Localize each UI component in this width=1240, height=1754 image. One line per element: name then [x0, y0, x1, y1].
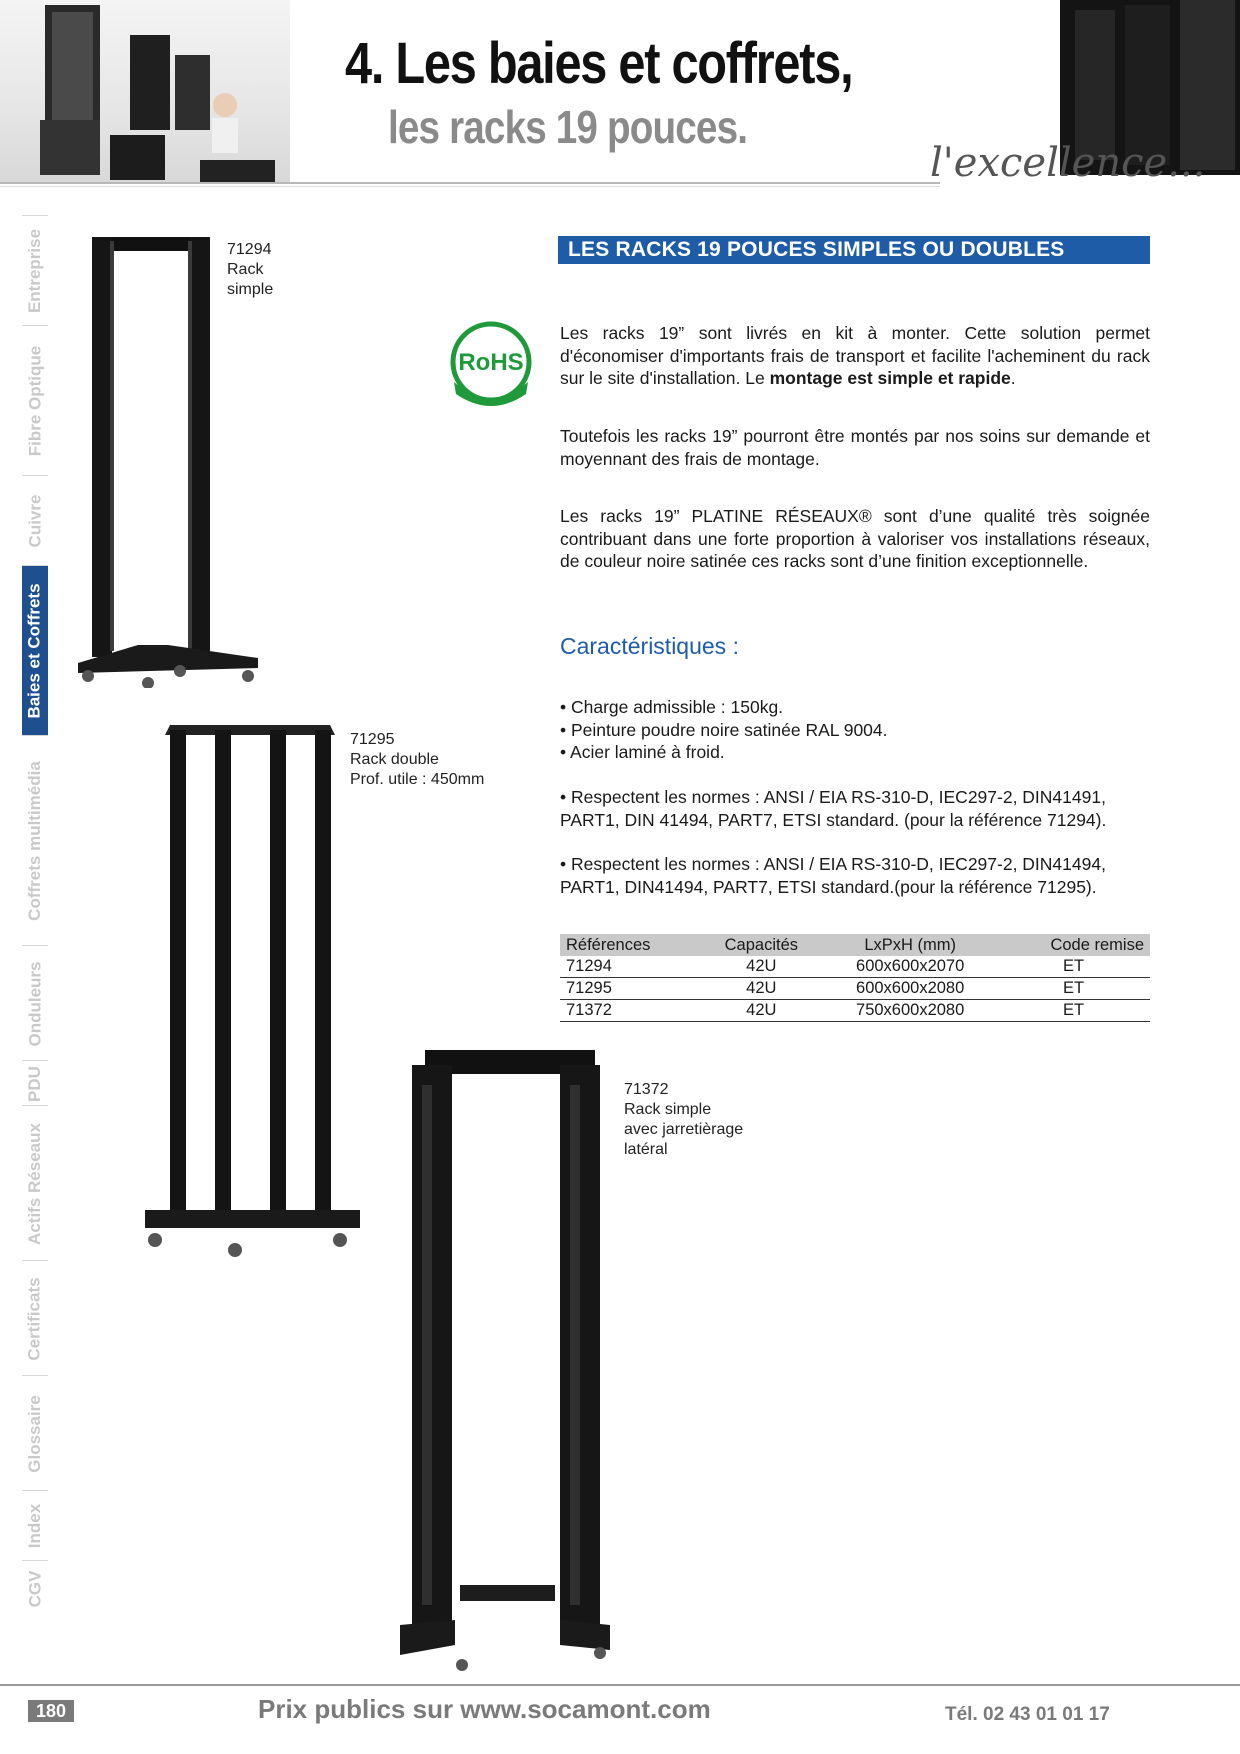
quality-paragraph: Les racks 19” PLATINE RÉSEAUX® sont d’une qualité très soignée contribuant dans une forte proportion à valoriser vos installations réseaux, de couleur noire satinée ces racks sont d’une finition exceptionnelle.	[560, 506, 1150, 571]
sidebar-item-index[interactable]	[22, 1490, 48, 1561]
product-desc: Rack simple	[624, 1101, 712, 1118]
sidebar-item-label: Baies et Coffrets	[25, 583, 45, 719]
specs-table	[560, 934, 1150, 1022]
assembly-paragraph: Toutefois les racks 19” pourront être montés par nos soins sur demande et moyennant des frais de montage.	[560, 426, 1150, 469]
column-header: LxPxH (mm)	[823, 934, 997, 956]
rohs-logo	[446, 320, 536, 410]
sidebar-item-label: PDU	[25, 1065, 44, 1102]
rack-71295-image	[140, 720, 365, 1265]
page-header	[0, 0, 1240, 190]
rohs-text: RoHS	[458, 349, 524, 376]
section-heading-bar	[558, 236, 1150, 264]
product-label-71294	[227, 240, 273, 300]
chapter-sidebar	[22, 215, 48, 1625]
table-cell: 600x600x2070	[823, 956, 997, 978]
product-desc: simple	[227, 281, 274, 298]
sidebar-item-glossaire[interactable]	[22, 1375, 48, 1491]
sidebar-item-label: Glossaire	[25, 1394, 44, 1473]
characteristics-heading: Caractéristiques :	[560, 633, 739, 659]
page-title: 4. Les baies et coffrets,	[345, 31, 853, 96]
sidebar-item-entreprise[interactable]	[22, 215, 48, 326]
table-row	[560, 956, 1150, 978]
intro-text: Les racks 19” sont livrés en kit à monter. Cette solution permet d'économiser d'importants frais de transport et facilite l'acheminent du rack sur le site d'installation. Le	[560, 323, 1150, 388]
table-cell: 42U	[700, 978, 824, 1000]
sidebar-item-label: Fibre Optique	[25, 345, 44, 457]
sidebar-item-label: CGV	[25, 1570, 44, 1607]
list-item: • Peinture poudre noire satinée RAL 9004.	[560, 719, 888, 740]
sidebar-item-label: Coffrets multimédia	[25, 761, 45, 921]
sidebar-item-label: Certificats	[25, 1276, 45, 1361]
section-heading: LES RACKS 19 POUCES SIMPLES OU DOUBLES	[568, 238, 1065, 261]
table-cell: ET	[997, 1000, 1150, 1022]
sidebar-item-label: Actifs Réseaux	[25, 1122, 45, 1245]
sidebar-item-cuivre[interactable]	[22, 475, 48, 566]
column-header: Capacités	[700, 934, 824, 956]
page-number: 180	[28, 1700, 74, 1722]
sidebar-item-pdu[interactable]	[22, 1060, 48, 1106]
header-tagline: l'excellence...	[930, 140, 1206, 186]
sidebar-item-onduleurs[interactable]	[22, 945, 48, 1061]
table-cell: 750x600x2080	[823, 1000, 997, 1022]
table-cell: ET	[997, 956, 1150, 978]
column-header: Références	[560, 934, 700, 956]
product-ref: 71294	[227, 241, 272, 258]
list-item: • Acier laminé à froid.	[560, 742, 725, 762]
characteristics-list	[560, 696, 1160, 764]
sidebar-item-label: Cuivre	[25, 494, 45, 548]
sidebar-item-label: Entreprise	[25, 228, 44, 314]
footer-phone: Tél. 02 43 01 01 17	[945, 1704, 1110, 1725]
column-header: Code remise	[997, 934, 1150, 956]
product-desc: latéral	[624, 1141, 668, 1158]
header-divider	[0, 182, 940, 184]
table-header-row	[560, 934, 1150, 956]
sidebar-item-actifs-r-seaux[interactable]	[22, 1105, 48, 1261]
sidebar-item-certificats[interactable]	[22, 1260, 48, 1376]
intro-paragraph	[560, 322, 1150, 390]
product-desc: Rack	[227, 261, 264, 278]
sidebar-item-coffrets-multim-dia[interactable]	[22, 735, 48, 946]
table-row	[560, 1000, 1150, 1022]
page-subtitle: les racks 19 pouces.	[388, 101, 748, 153]
table-cell: 71372	[560, 1000, 700, 1022]
table-cell: 600x600x2080	[823, 978, 997, 1000]
product-ref: 71295	[350, 731, 395, 748]
sidebar-item-baies-et-coffrets[interactable]	[22, 565, 48, 736]
sidebar-item-cgv[interactable]	[22, 1560, 48, 1616]
list-item: • Charge admissible : 150kg.	[560, 697, 784, 717]
sidebar-item-fibre-optique[interactable]	[22, 325, 48, 476]
table-cell: 71295	[560, 978, 700, 1000]
norms-71295: • Respectent les normes : ANSI / EIA RS-310-D, IEC297-2, DIN41494, PART1, DIN41494, PART7, ETSI standard.(pour la référence 71295).	[560, 854, 1106, 897]
product-desc: avec jarretièrage	[624, 1121, 744, 1138]
table-cell: 42U	[700, 1000, 824, 1022]
table-row	[560, 978, 1150, 1000]
footer-divider	[0, 1684, 1240, 1686]
header-photo-cabinets	[0, 0, 290, 183]
sidebar-item-label: Onduleurs	[25, 960, 45, 1047]
product-desc: Rack double	[350, 751, 439, 768]
norms-71294: • Respectent les normes : ANSI / EIA RS-310-D, IEC297-2, DIN41491, PART1, DIN 41494, PART7, ETSI standard. (pour la référence 71294).	[560, 787, 1107, 830]
header-divider-secondary	[0, 186, 940, 187]
rack-71372-image	[400, 1045, 615, 1675]
intro-end: .	[1010, 368, 1016, 388]
rack-71294-image	[78, 233, 263, 688]
product-label-71295	[350, 730, 484, 790]
sidebar-item-label: Index	[25, 1503, 44, 1549]
product-desc: Prof. utile : 450mm	[350, 771, 485, 788]
product-label-71372	[624, 1080, 743, 1160]
intro-emphasis: montage est simple et rapide	[769, 368, 1011, 388]
product-ref: 71372	[624, 1081, 669, 1098]
table-cell: 71294	[560, 956, 700, 978]
table-cell: ET	[997, 978, 1150, 1000]
footer-prices-link[interactable]: Prix publics sur www.socamont.com	[258, 1694, 711, 1724]
table-cell: 42U	[700, 956, 824, 978]
